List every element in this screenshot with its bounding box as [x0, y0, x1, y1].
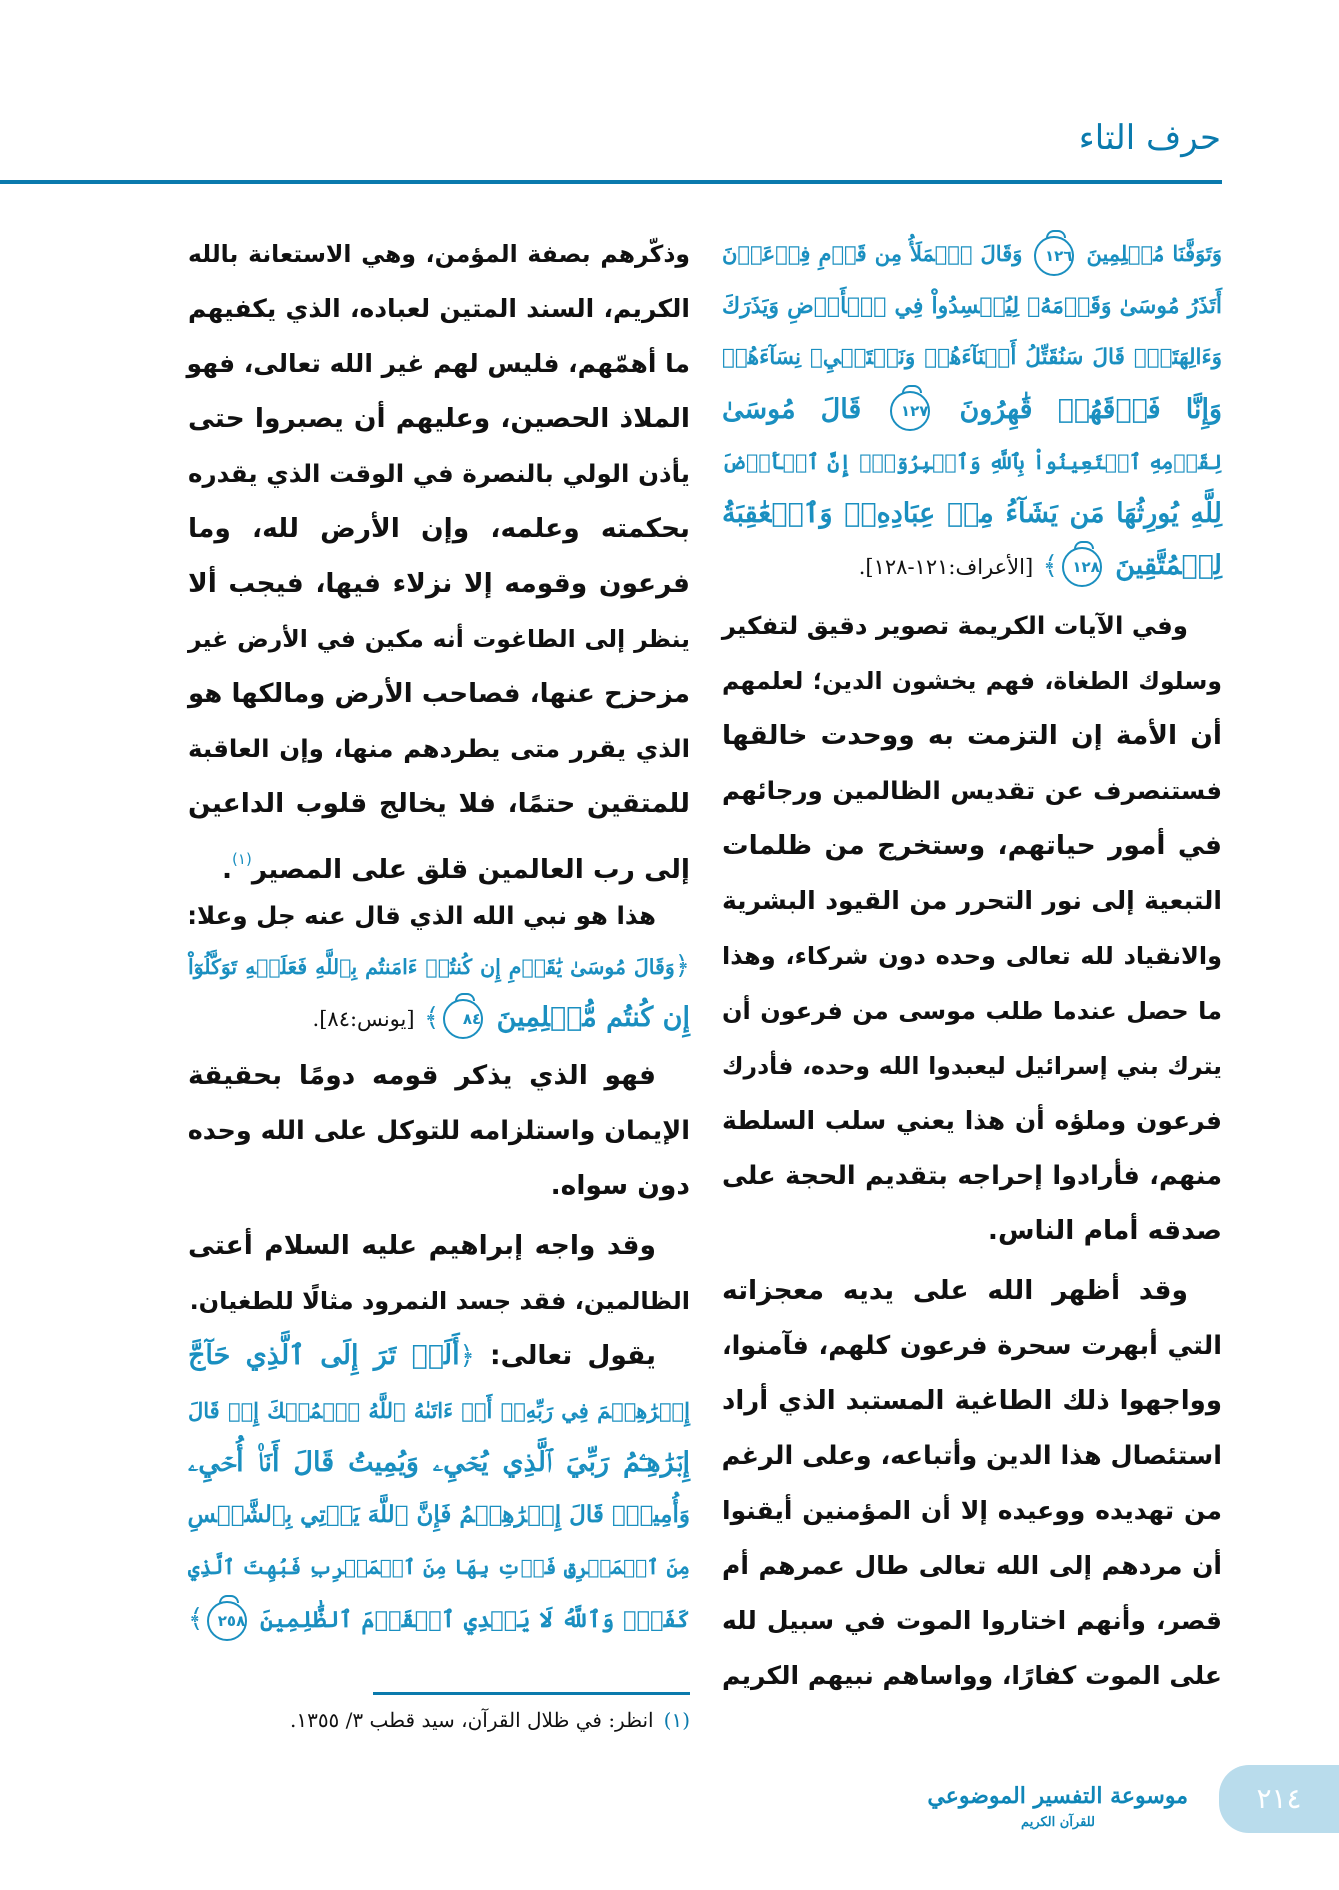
body-line: التي أبهرت سحرة فرعون كلهم، فآمنوا، — [722, 1331, 1222, 1361]
quran-line — [722, 228, 1222, 280]
encyclopedia-logo — [928, 1778, 1188, 1848]
quran-text: إِن كُنتُم مُّسۡلِمِينَ — [496, 1002, 690, 1033]
body-line: يأذن الولي بالنصرة في الوقت الذي يقدره — [188, 459, 690, 488]
body-line: فستنصرف عن تقديس الظالمين ورجائهم — [722, 776, 1222, 805]
quran-open-ornament-icon: ﴿ — [459, 1341, 475, 1371]
body-line: ما أهمّهم، فليس لهم غير الله تعالى، فهو — [186, 349, 690, 378]
ayah-number-marker: ٢٥٨ — [207, 1601, 247, 1641]
quran-text: وَقَالَ مُوسَىٰ يَٰقَوۡمِ إِن كُنتُمۡ ءَامَنتُم بِٱللَّهِ فَعَلَيۡهِ تَوَكَّلُوٓاْ — [188, 955, 675, 979]
body-text: يقول تعالى: — [490, 1340, 657, 1371]
body-line: استئصال هذا الدين وأتباعه، وعلى الرغم — [721, 1441, 1222, 1471]
quran-line: لِقَوۡمِهِ ٱسۡتَعِينُواْ بِٱللَّهِ وَٱصۡبِرُوٓاْۖ إِنَّ ٱلۡأَرۡضَ — [722, 450, 1222, 474]
header-divider — [0, 180, 1222, 184]
body-line: ينظر إلى الطاغوت أنه مكين في الأرض غير — [188, 625, 690, 653]
body-line: ما حصل عندما طلب موسى من فرعون أن — [722, 997, 1222, 1025]
quran-text: كَفَرَۗ وَٱللَّهُ لَا يَهۡدِي ٱلۡقَوۡمَ ٱلظَّٰلِمِينَ — [260, 1607, 690, 1633]
quran-line: أَتَذَرُ مُوسَىٰ وَقَوۡمَهُۥ لِيُفۡسِدُواْ فِي ٱلۡأَرۡضِ وَيَذَرَكَ — [722, 293, 1222, 319]
ayah-number-marker: ١٢٨ — [1062, 547, 1102, 587]
body-line: وقد أظهر الله على يديه معجزاته — [722, 1275, 1188, 1306]
quran-open-ornament-icon: ﴿ — [674, 951, 690, 981]
body-line: الظالمين، فقد جسد النمرود مثالًا للطغيان. — [189, 1287, 690, 1315]
body-line: الإيمان واستلزامه للتوكل على الله وحده — [187, 1116, 690, 1146]
ayah-number-marker: ١٢٧ — [890, 391, 930, 431]
surah-reference: [يونس:٨٤]. — [312, 1007, 415, 1031]
body-line: وفي الآيات الكريمة تصوير دقيق لتفكير — [721, 611, 1188, 640]
quran-line: مِنَ ٱلۡمَشۡرِقِ فَأۡتِ بِهَا مِنَ ٱلۡمَغۡرِبِ فَبُهِتَ ٱلَّذِي — [188, 1555, 690, 1579]
body-line: منهم، فأرادوا إحراجه بتقديم الحجة على — [722, 1161, 1222, 1191]
quran-text: لِلۡمُتَّقِينَ — [1115, 550, 1222, 581]
quran-line — [188, 992, 690, 1044]
body-line: مزحزح عنها، فصاحب الأرض ومالكها هو — [188, 679, 690, 709]
body-line: التبعية إلى نور التحرر من القيود البشرية — [722, 886, 1222, 915]
quran-text: وَإِنَّا فَوۡقَهُمۡ قَٰهِرُونَ — [959, 394, 1222, 425]
body-line: وسلوك الطغاة، فهم يخشون الدين؛ لعلمهم — [722, 667, 1222, 695]
footnote-reference-link[interactable]: (١) — [232, 850, 252, 868]
quran-text: وَتَوَفَّنَا مُسۡلِمِينَ — [1086, 241, 1222, 266]
quran-line — [188, 1330, 690, 1382]
logo-title: موسوعة التفسير الموضوعي — [927, 1783, 1188, 1809]
footnote — [188, 1708, 690, 1732]
body-line: الكريم، السند المتين لعباده، الذي يكفيهم — [188, 294, 690, 323]
quran-line: إِبۡرَٰهِـۧمُ رَبِّيَ ٱلَّذِي يُحۡيِۦ وَيُمِيتُ قَالَ أَنَا۠ أُحۡيِۦ — [188, 1447, 690, 1478]
quran-line — [722, 540, 1222, 592]
left-column — [188, 228, 690, 1688]
page-number: ٢١٤ — [1256, 1782, 1302, 1815]
quran-line: لِلَّهِ يُورِثُهَا مَن يَشَآءُ مِنۡ عِبَادِهِۦۖ وَٱلۡعَٰقِبَةُ — [722, 498, 1222, 529]
quran-line — [188, 940, 690, 992]
quran-line: وَأُمِيتُۖ قَالَ إِبۡرَٰهِـۧمُ فَإِنَّ ٱللَّهَ يَأۡتِي بِٱلشَّمۡسِ — [187, 1501, 690, 1528]
body-line: الذي يقرر متى يطردهم منها، وإن العاقبة — [188, 734, 690, 763]
body-line: صدقه أمام الناس. — [987, 1215, 1222, 1246]
quran-text: وَقَالَ ٱلۡمَلَأُ مِن قَوۡمِ فِرۡعَوۡنَ — [722, 241, 1023, 266]
body-line: يترك بني إسرائيل ليعبدوا الله وحده، فأدرك — [722, 1052, 1222, 1080]
body-line — [188, 833, 690, 885]
quran-line: إِبۡرَٰهِـۧمَ فِي رَبِّهِۦٓ أَنۡ ءَاتَىٰهُ ٱللَّهُ ٱلۡمُلۡكَ إِذۡ قَالَ — [188, 1398, 690, 1423]
quran-line — [188, 1593, 690, 1645]
body-line: على الموت كفارًا، وواساهم نبيهم الكريم — [722, 1661, 1222, 1690]
body-line: وواجهوا ذلك الطاغية المستبد الذي أراد — [722, 1386, 1222, 1416]
body-line: والانقياد لله تعالى وحده دون شركاء، وهذا — [722, 942, 1222, 970]
body-line: بحكمته وعلمه، وإن الأرض لله، وما — [188, 513, 690, 544]
ayah-number-marker: ٨٤ — [443, 999, 483, 1039]
body-line: في أمور حياتهم، وستخرج من ظلمات — [722, 830, 1222, 861]
body-line: دون سواه. — [550, 1170, 690, 1201]
body-line: للمتقين حتمًا، فلا يخالج قلوب الداعين — [188, 788, 690, 819]
quran-line — [722, 384, 1222, 436]
body-line: فرعون وملؤه أن هذا يعني سلب السلطة — [722, 1106, 1222, 1135]
body-line: فهو الذي يذكر قومه دومًا بحقيقة — [188, 1060, 656, 1091]
footnote-divider — [373, 1692, 690, 1695]
body-text: إلى رب العالمين قلق على المصير — [251, 854, 690, 885]
quran-close-ornament-icon: ﴾ — [188, 1604, 204, 1634]
page-number-badge — [1219, 1765, 1339, 1833]
body-line: وذكّرهم بصفة المؤمن، وهي الاستعانة بالله — [188, 240, 690, 268]
body-line: فرعون وقومه إلا نزلاء فيها، فيجب ألا — [188, 568, 690, 599]
body-line: أن الأمة إن التزمت به ووحدت خالقها — [722, 720, 1222, 751]
quran-line: وَءَالِهَتَكَۚ قَالَ سَنُقَتِّلُ أَبۡنَآءَهُمۡ وَنَسۡتَحۡيِۦ نِسَآءَهُمۡ — [722, 345, 1222, 370]
body-line: أن مردهم إلى الله تعالى طال عمرهم أم — [722, 1551, 1222, 1580]
quran-close-ornament-icon: ﴾ — [423, 1003, 440, 1033]
body-line: وقد واجه إبراهيم عليه السلام أعتى — [188, 1230, 656, 1261]
surah-reference: [الأعراف:١٢١-١٢٨]. — [858, 555, 1034, 579]
ayah-number-marker: ١٢٦ — [1034, 236, 1074, 276]
body-line: هذا هو نبي الله الذي قال عنه جل وعلا: — [187, 901, 656, 930]
body-line: الملاذ الحصين، وعليهم أن يصبروا حتى — [188, 403, 690, 434]
right-column — [722, 228, 1222, 1788]
quran-close-ornament-icon: ﴾ — [1042, 551, 1058, 581]
chapter-header-title: حرف التاء — [1078, 118, 1221, 158]
logo-subtitle: للقرآن الكريم — [1021, 1815, 1095, 1830]
body-line: من تهديده ووعيده إلا أن المؤمنين أيقنوا — [722, 1496, 1222, 1525]
quran-text: قَالَ مُوسَىٰ — [722, 394, 862, 425]
footnote-number: (١) — [663, 1708, 690, 1732]
body-text: . — [221, 854, 233, 885]
footnote-text: انظر: في ظلال القرآن، سيد قطب ٣/ ١٣٥٥. — [289, 1708, 654, 1732]
body-line: قصر، وأنهم اختاروا الموت في سبيل لله — [722, 1606, 1222, 1635]
quran-text: أَلَمۡ تَرَ إِلَى ٱلَّذِي حَآجَّ — [188, 1340, 460, 1371]
